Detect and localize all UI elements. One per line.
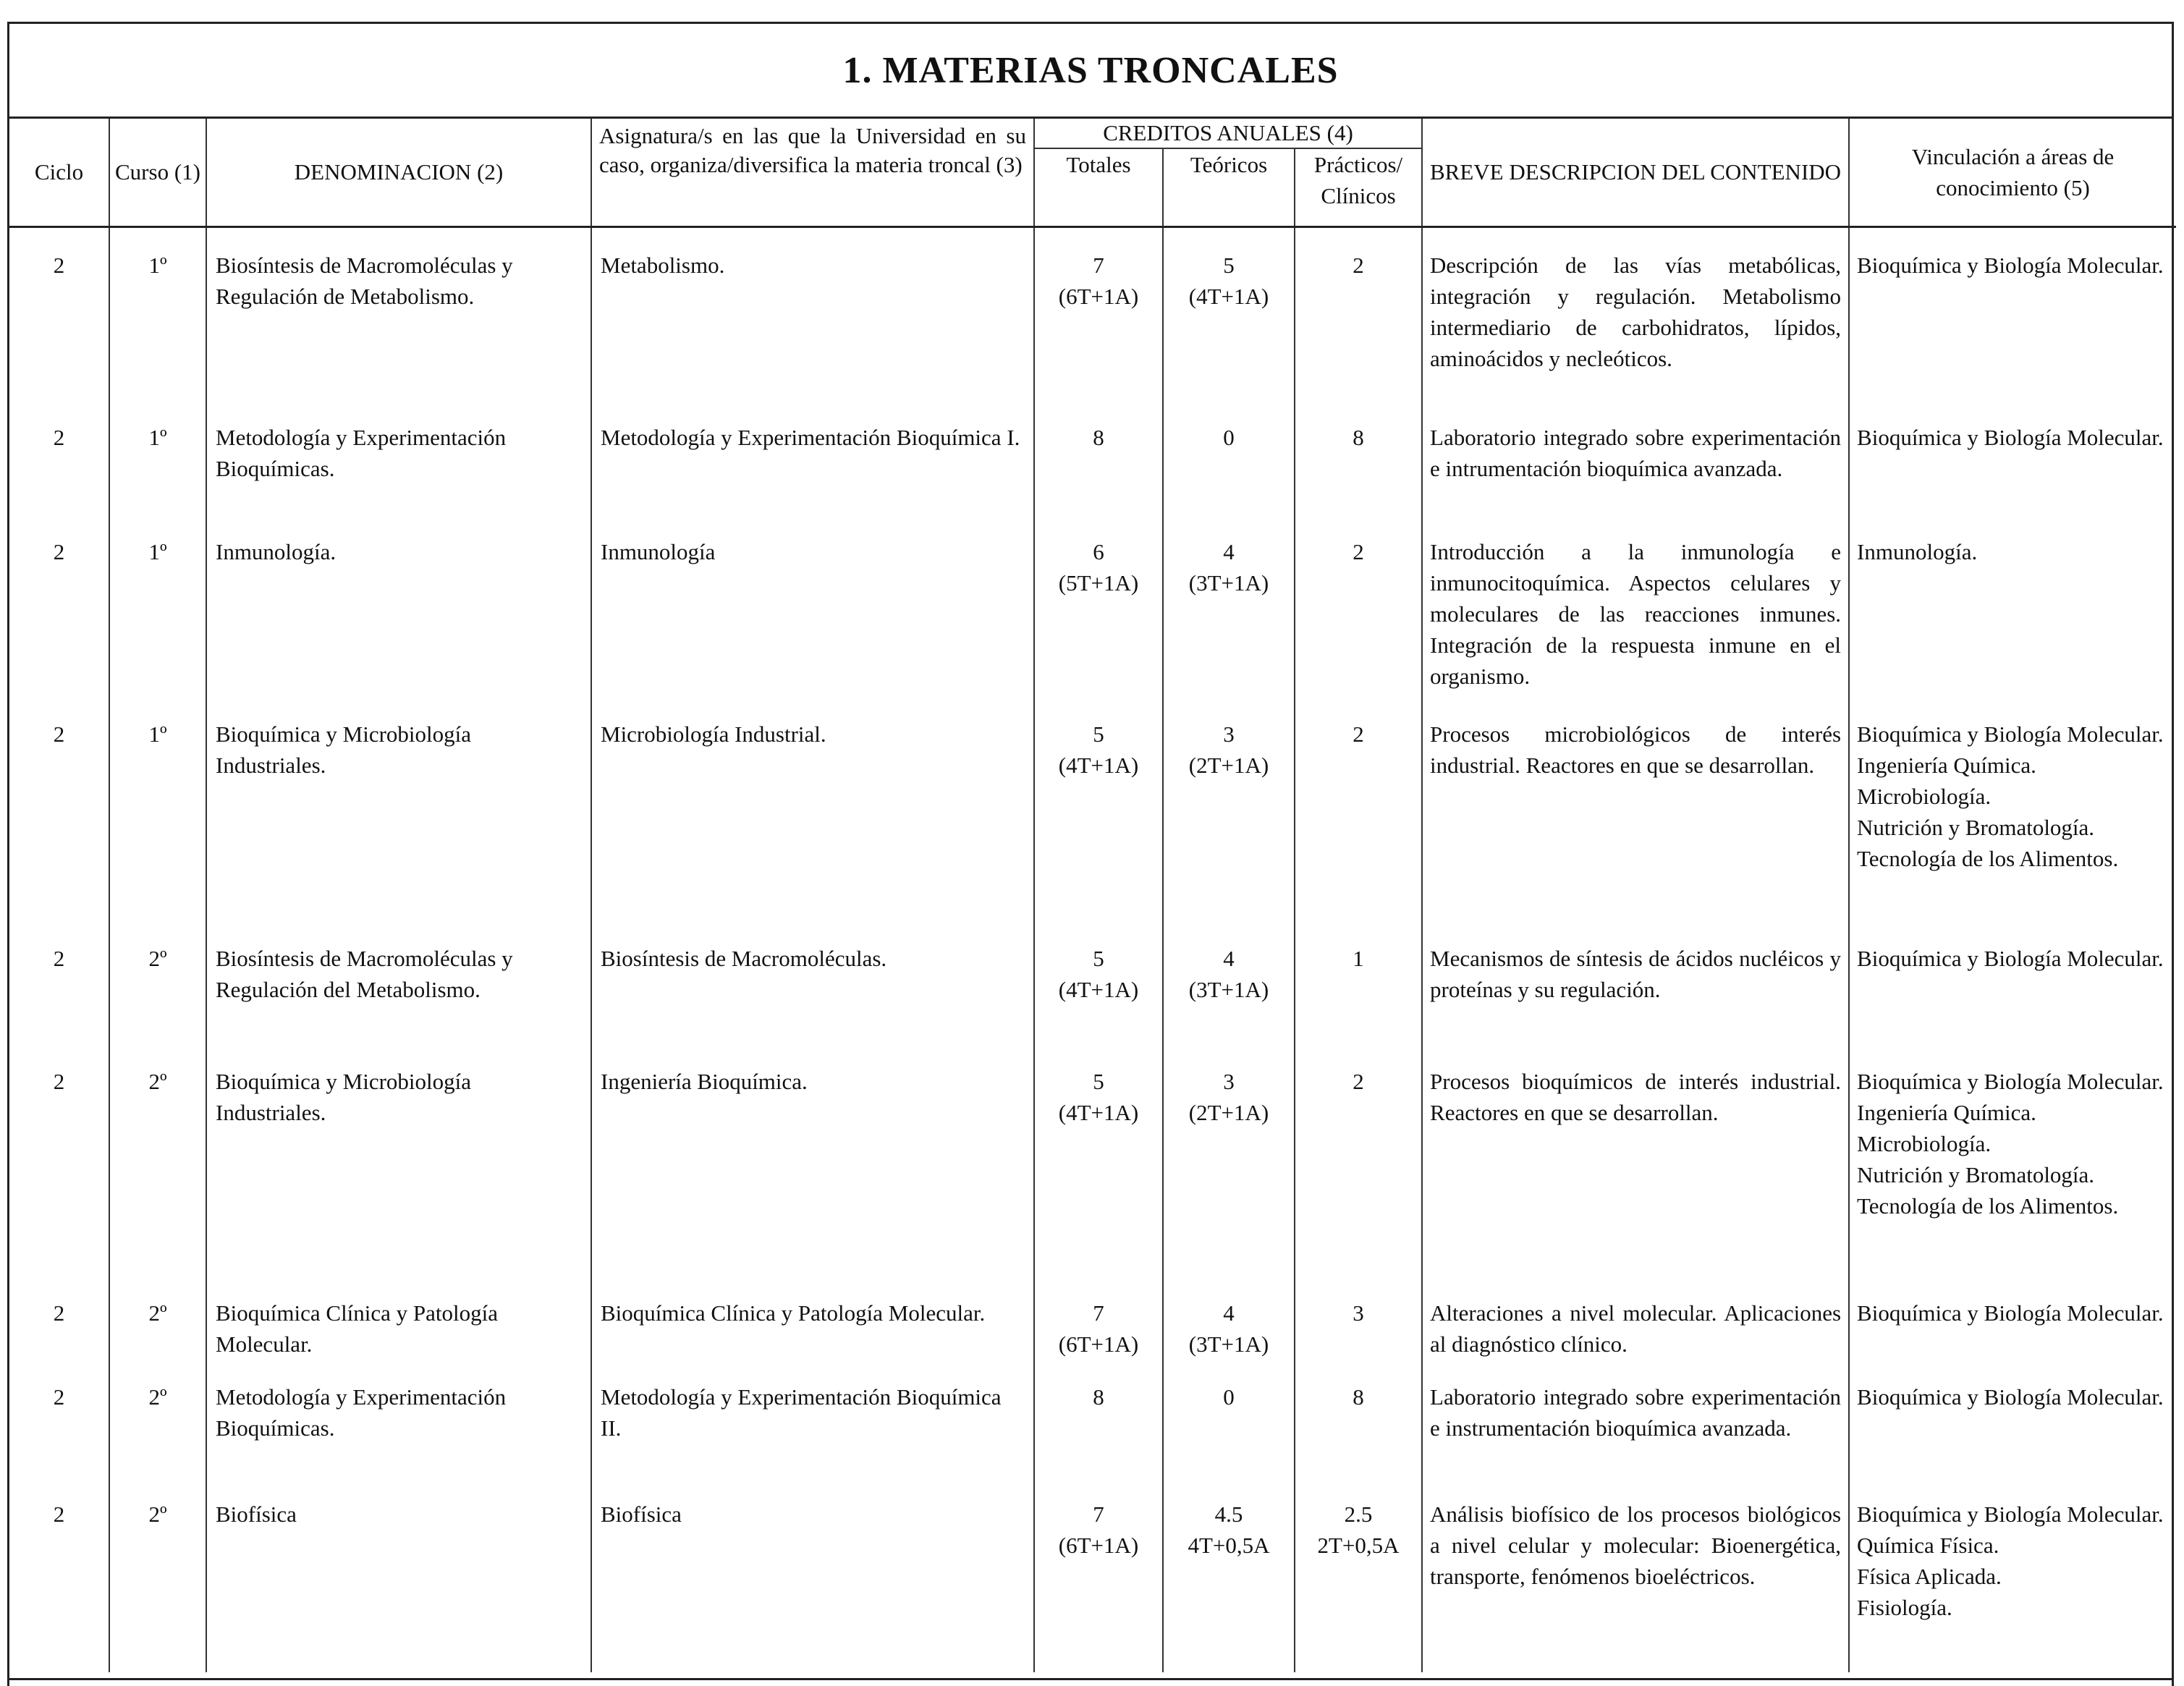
- area-item: Microbiología.: [1857, 783, 1992, 809]
- area-item: Bioquímica y Biología Molecular.: [1857, 1501, 2164, 1527]
- area-item: Bioquímica y Biología Molecular.: [1857, 945, 2164, 971]
- table-row: [9, 1066, 2176, 1297]
- cell-ciclo: 2: [9, 719, 109, 943]
- cell-teoricos: [1163, 1066, 1295, 1297]
- cell-teoricos: [1163, 422, 1295, 536]
- header-curso-label: Curso: [115, 159, 169, 185]
- totales-detail: (4T+1A): [1058, 1099, 1139, 1125]
- cell-teoricos: [1163, 1499, 1295, 1672]
- table-row: [9, 250, 2176, 422]
- totales-value: 5: [1093, 721, 1104, 747]
- cell-totales: [1034, 536, 1163, 719]
- area-item: Nutrición y Bromatología.: [1857, 1161, 2095, 1187]
- cell-teoricos: [1163, 1297, 1295, 1381]
- area-item: Química Física.: [1857, 1532, 1999, 1558]
- cell-asignatura: Microbiología Industrial.: [591, 719, 1034, 943]
- header-vinculacion-label: Vinculación a áreas de: [1911, 143, 2115, 169]
- cell-totales: [1034, 1381, 1163, 1499]
- area-item: Bioquímica y Biología Molecular.: [1857, 424, 2164, 450]
- header-clinicos-label: Clínicos: [1321, 183, 1396, 208]
- cell-teoricos: [1163, 943, 1295, 1066]
- cell-descripcion: Procesos microbiológicos de interés industrial. Reactores en que se desarrollan.: [1422, 719, 1849, 943]
- header-vinculacion: [1849, 119, 2176, 226]
- header-practicos: [1295, 148, 1422, 226]
- area-item: Ingeniería Química.: [1857, 1099, 2036, 1125]
- area-item: Bioquímica y Biología Molecular.: [1857, 1068, 2164, 1094]
- totales-detail: (6T+1A): [1058, 1331, 1139, 1357]
- cell-ciclo: 2: [9, 1499, 109, 1672]
- practicos-value: 3: [1353, 1300, 1364, 1326]
- teoricos-detail: 4T+0,5A: [1188, 1532, 1270, 1558]
- practicos-value: 2: [1353, 721, 1364, 747]
- cell-practicos: [1295, 422, 1422, 536]
- header-asignatura: Asignatura/s en las que la Universidad en su caso, organiza/diversifica la materia troncal (3): [591, 119, 1034, 226]
- teoricos-detail: (4T+1A): [1188, 283, 1269, 309]
- cell-practicos: [1295, 1499, 1422, 1672]
- teoricos-detail: (3T+1A): [1188, 1331, 1269, 1357]
- cell-practicos: [1295, 1066, 1422, 1297]
- teoricos-value: 4.5: [1214, 1501, 1243, 1527]
- page-title: 1. MATERIAS TRONCALES: [9, 24, 2172, 119]
- totales-detail: (6T+1A): [1058, 1532, 1139, 1558]
- cell-vinculacion: [1849, 943, 2176, 1066]
- cell-practicos: [1295, 1297, 1422, 1381]
- teoricos-value: 4: [1223, 945, 1235, 971]
- cell-descripcion: Laboratorio integrado sobre experimentación e intrumentación bioquímica avanzada.: [1422, 422, 1849, 536]
- practicos-value: 2.5: [1344, 1501, 1373, 1527]
- cell-asignatura: Metodología y Experimentación Bioquímica II.: [591, 1381, 1034, 1499]
- cell-practicos: [1295, 719, 1422, 943]
- cell-denominacion: Metodología y Experimentación Bioquímicas.: [206, 1381, 591, 1499]
- cell-vinculacion: [1849, 1381, 2176, 1499]
- cell-totales: [1034, 1066, 1163, 1297]
- cell-descripcion: Laboratorio integrado sobre experimentación e instrumentación bioquímica avanzada.: [1422, 1381, 1849, 1499]
- header-ciclo: [9, 119, 109, 226]
- totales-value: 8: [1093, 424, 1104, 450]
- cell-practicos: [1295, 250, 1422, 422]
- area-item: Inmunología.: [1857, 538, 1978, 564]
- cell-teoricos: [1163, 719, 1295, 943]
- header-curso-note: (1): [174, 159, 200, 185]
- area-item: Bioquímica y Biología Molecular.: [1857, 252, 2164, 278]
- teoricos-detail: (2T+1A): [1188, 752, 1269, 778]
- teoricos-value: 0: [1223, 1384, 1235, 1410]
- cell-ciclo: 2: [9, 536, 109, 719]
- cell-vinculacion: [1849, 1297, 2176, 1381]
- cell-totales: [1034, 943, 1163, 1066]
- cell-ciclo: 2: [9, 943, 109, 1066]
- cell-vinculacion: [1849, 536, 2176, 719]
- practicos-value: 8: [1353, 424, 1364, 450]
- header-denominacion-label: DENOMINACION: [294, 159, 472, 185]
- teoricos-value: 0: [1223, 424, 1235, 450]
- cell-vinculacion: [1849, 1066, 2176, 1297]
- table-row: [9, 1297, 2176, 1381]
- cell-denominacion: Bioquímica y Microbiología Industriales.: [206, 1066, 591, 1297]
- table-row: [9, 943, 2176, 1066]
- totales-detail: (4T+1A): [1058, 976, 1139, 1002]
- cell-descripcion: Procesos bioquímicos de interés industrial. Reactores en que se desarrollan.: [1422, 1066, 1849, 1297]
- header-descripcion: [1422, 119, 1849, 226]
- table-row: [9, 1499, 2176, 1672]
- cell-totales: [1034, 422, 1163, 536]
- area-item: Fisiología.: [1857, 1594, 1952, 1620]
- cell-asignatura: Metabolismo.: [591, 250, 1034, 422]
- cell-totales: [1034, 719, 1163, 943]
- cell-totales: [1034, 1297, 1163, 1381]
- cell-descripcion: Análisis biofísico de los procesos biológicos a nivel celular y molecular: Bioenergética, transporte, fenómenos bioeléctricos.: [1422, 1499, 1849, 1672]
- teoricos-detail: (3T+1A): [1188, 569, 1269, 596]
- teoricos-detail: (3T+1A): [1188, 976, 1269, 1002]
- totales-value: 5: [1093, 1068, 1104, 1094]
- area-item: Tecnología de los Alimentos.: [1857, 1193, 2119, 1219]
- cell-asignatura: Biofísica: [591, 1499, 1034, 1672]
- cell-asignatura: Biosíntesis de Macromoléculas.: [591, 943, 1034, 1066]
- totales-value: 7: [1093, 1300, 1104, 1326]
- cell-denominacion: Metodología y Experimentación Bioquímicas.: [206, 422, 591, 536]
- header-teoricos: Teóricos: [1163, 148, 1295, 226]
- cell-descripcion: Mecanismos de síntesis de ácidos nucléicos y proteínas y su regulación.: [1422, 943, 1849, 1066]
- header-descripcion-label: BREVE DESCRIPCION DEL: [1430, 159, 1705, 185]
- cell-denominacion: Biosíntesis de Macromoléculas y Regulación de Metabolismo.: [206, 250, 591, 422]
- table-row: [9, 719, 2176, 943]
- header-vinculacion-label-2: conocimiento (5): [1936, 174, 2090, 200]
- header-ciclo-label: Ciclo: [34, 159, 84, 185]
- cell-ciclo: 2: [9, 1381, 109, 1499]
- cell-curso: 2º: [109, 1297, 206, 1381]
- cell-descripcion: Alteraciones a nivel molecular. Aplicaciones al diagnóstico clínico.: [1422, 1297, 1849, 1381]
- practicos-value: 8: [1353, 1384, 1364, 1410]
- totales-value: 7: [1093, 1501, 1104, 1527]
- cell-curso: 2º: [109, 1381, 206, 1499]
- table-row: [9, 422, 2176, 536]
- cell-vinculacion: [1849, 719, 2176, 943]
- area-item: Tecnología de los Alimentos.: [1857, 845, 2119, 871]
- totales-detail: (4T+1A): [1058, 752, 1139, 778]
- teoricos-detail: (2T+1A): [1188, 1099, 1269, 1125]
- header-practicos-label: Prácticos/: [1313, 152, 1403, 177]
- cell-curso: 1º: [109, 536, 206, 719]
- cell-denominacion: Biosíntesis de Macromoléculas y Regulación del Metabolismo.: [206, 943, 591, 1066]
- area-item: Bioquímica y Biología Molecular.: [1857, 1384, 2164, 1410]
- totales-value: 6: [1093, 538, 1104, 564]
- cell-curso: 1º: [109, 250, 206, 422]
- totales-value: 5: [1093, 945, 1104, 971]
- cell-curso: 2º: [109, 1066, 206, 1297]
- teoricos-value: 4: [1223, 1300, 1235, 1326]
- cell-totales: [1034, 1499, 1163, 1672]
- teoricos-value: 5: [1223, 252, 1235, 278]
- cell-practicos: [1295, 943, 1422, 1066]
- cell-asignatura: Bioquímica Clínica y Patología Molecular.: [591, 1297, 1034, 1381]
- cell-asignatura: Inmunología: [591, 536, 1034, 719]
- area-item: Microbiología.: [1857, 1130, 1992, 1156]
- practicos-detail: 2T+0,5A: [1317, 1532, 1400, 1558]
- cell-denominacion: Bioquímica y Microbiología Industriales.: [206, 719, 591, 943]
- cell-ciclo: 2: [9, 422, 109, 536]
- practicos-value: 2: [1353, 1068, 1364, 1094]
- cell-asignatura: Ingeniería Bioquímica.: [591, 1066, 1034, 1297]
- cell-denominacion: Biofísica: [206, 1499, 591, 1672]
- cell-ciclo: 2: [9, 1297, 109, 1381]
- area-item: Bioquímica y Biología Molecular.: [1857, 721, 2164, 747]
- cell-totales: [1034, 250, 1163, 422]
- cell-curso: 1º: [109, 422, 206, 536]
- cell-descripcion: Introducción a la inmunología e inmunocitoquímica. Aspectos celulares y moleculares de las reacciones inmunes. Integración de la respuesta inmune en el organismo.: [1422, 536, 1849, 719]
- area-item: Bioquímica y Biología Molecular.: [1857, 1300, 2164, 1326]
- teoricos-value: 3: [1223, 1068, 1235, 1094]
- totales-value: 7: [1093, 252, 1104, 278]
- cell-asignatura: Metodología y Experimentación Bioquímica I.: [591, 422, 1034, 536]
- table-bottom-rule: [9, 1678, 2172, 1680]
- practicos-value: 2: [1353, 252, 1364, 278]
- cell-ciclo: 2: [9, 1066, 109, 1297]
- area-item: Física Aplicada.: [1857, 1563, 2002, 1589]
- spacer-row: [9, 226, 2176, 250]
- cell-vinculacion: [1849, 1499, 2176, 1672]
- header-creditos: CREDITOS ANUALES (4): [1034, 119, 1422, 148]
- totales-detail: (5T+1A): [1058, 569, 1139, 596]
- header-totales: Totales: [1034, 148, 1163, 226]
- materias-table: [9, 119, 2176, 1672]
- practicos-value: 2: [1353, 538, 1364, 564]
- teoricos-value: 4: [1223, 538, 1235, 564]
- teoricos-value: 3: [1223, 721, 1235, 747]
- practicos-value: 1: [1353, 945, 1364, 971]
- cell-curso: 2º: [109, 943, 206, 1066]
- cell-ciclo: 2: [9, 250, 109, 422]
- totales-detail: (6T+1A): [1058, 283, 1139, 309]
- cell-teoricos: [1163, 1381, 1295, 1499]
- area-item: Ingeniería Química.: [1857, 752, 2036, 778]
- header-denominacion-note: (2): [477, 159, 504, 185]
- cell-denominacion: Bioquímica Clínica y Patología Molecular.: [206, 1297, 591, 1381]
- cell-descripcion: Descripción de las vías metabólicas, integración y regulación. Metabolismo intermediario de carbohidratos, lípidos, aminoácidos y necleóticos.: [1422, 250, 1849, 422]
- header-denominacion: [206, 119, 591, 226]
- cell-practicos: [1295, 1381, 1422, 1499]
- cell-vinculacion: [1849, 422, 2176, 536]
- table-row: [9, 536, 2176, 719]
- cell-teoricos: [1163, 536, 1295, 719]
- cell-teoricos: [1163, 250, 1295, 422]
- table-row: [9, 1381, 2176, 1499]
- cell-curso: 2º: [109, 1499, 206, 1672]
- document-page: [7, 22, 2174, 1686]
- cell-practicos: [1295, 536, 1422, 719]
- header-descripcion-label-2: CONTENIDO: [1710, 159, 1842, 185]
- cell-denominacion: Inmunología.: [206, 536, 591, 719]
- area-item: Nutrición y Bromatología.: [1857, 814, 2095, 840]
- totales-value: 8: [1093, 1384, 1104, 1410]
- cell-vinculacion: [1849, 250, 2176, 422]
- cell-curso: 1º: [109, 719, 206, 943]
- header-curso: [109, 119, 206, 226]
